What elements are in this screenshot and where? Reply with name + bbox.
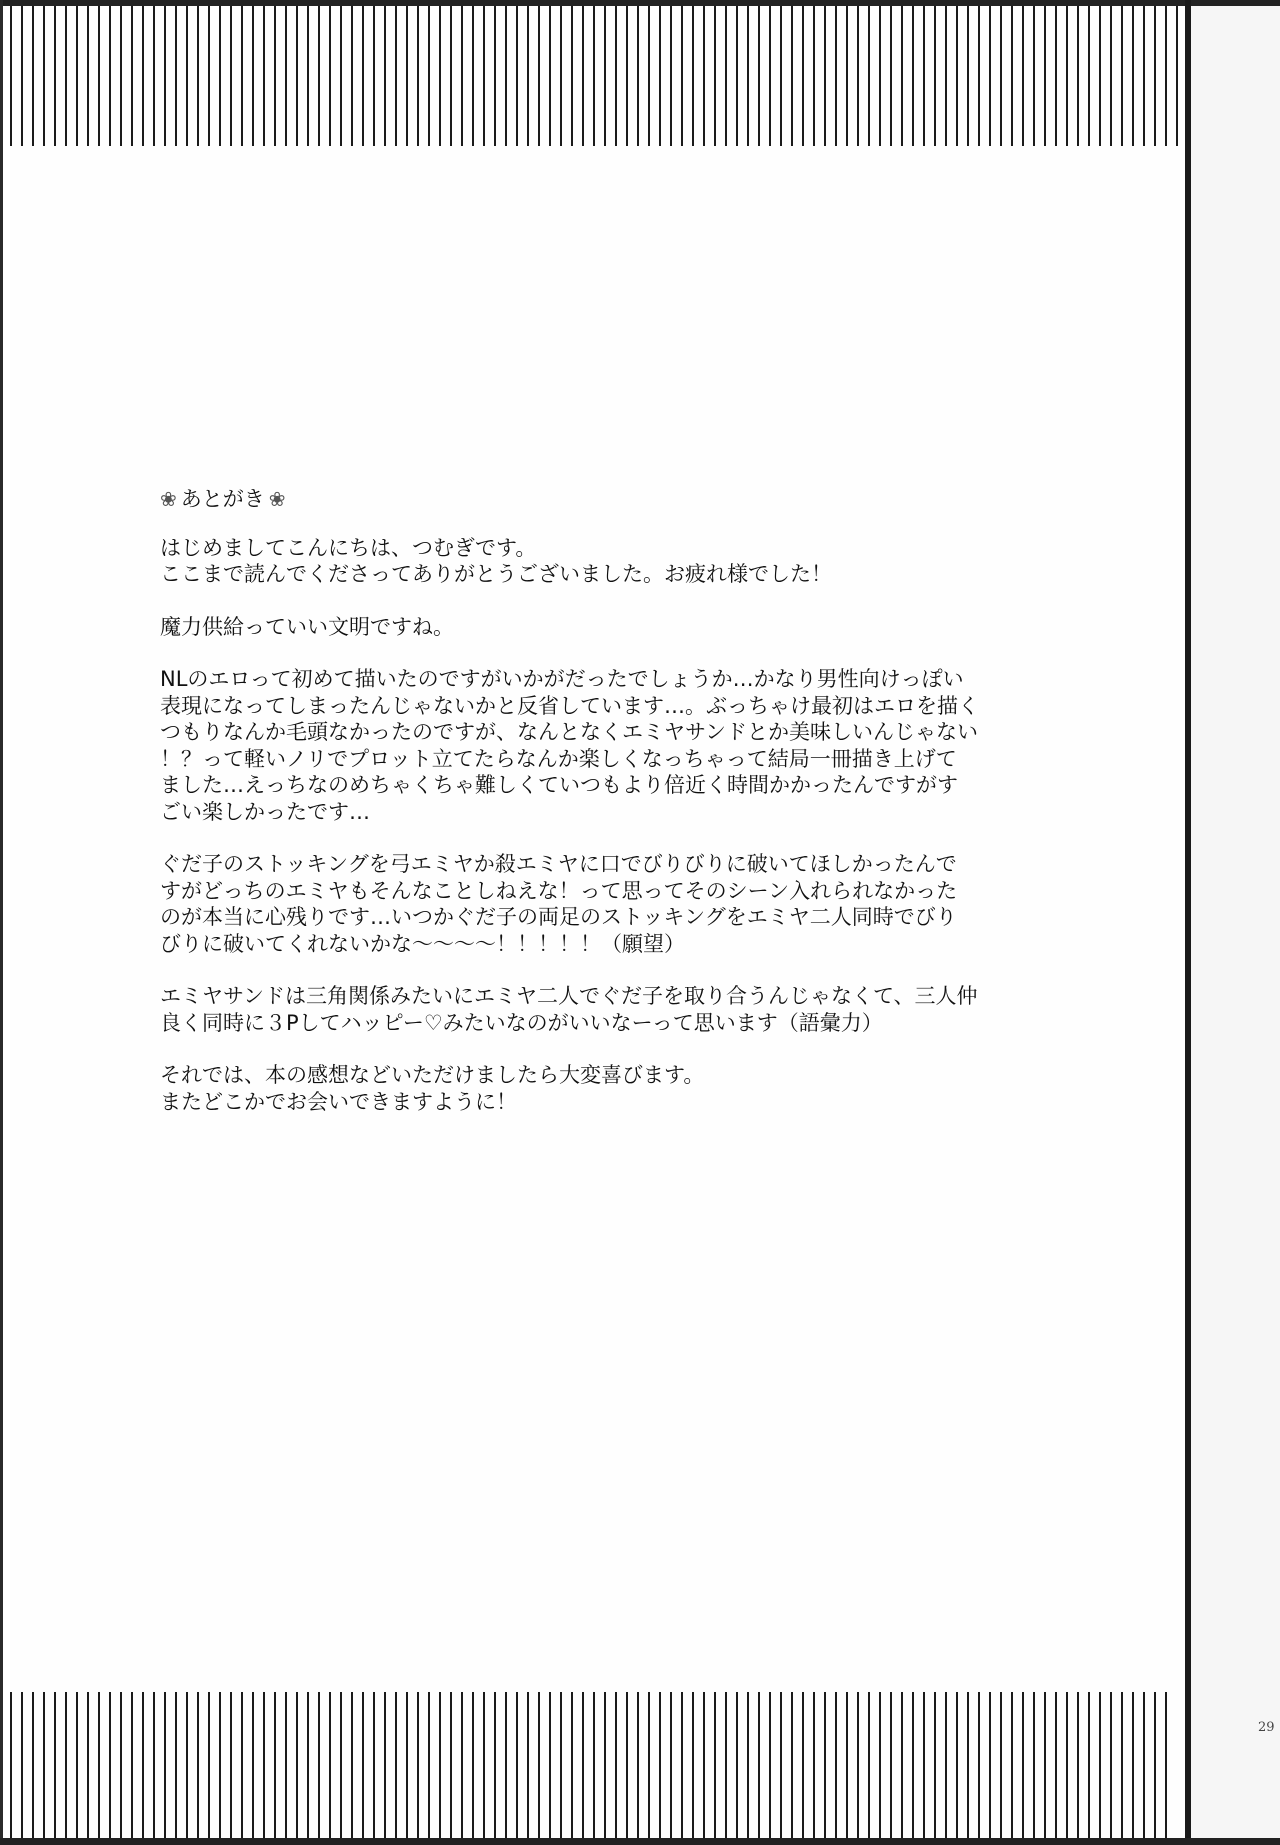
text-line: ました…えっちなのめちゃくちゃ難しくていつもより倍近く時間かかったんですがす	[160, 773, 958, 797]
right-frame-line	[1185, 0, 1191, 1845]
paragraph-greeting	[160, 535, 1040, 588]
paragraph-mana-supply	[160, 614, 1040, 641]
afterword-text-block	[160, 486, 1040, 1141]
text-line: びりに破いてくれないかな〜〜〜〜！！！！！（願望）	[160, 931, 685, 956]
text-line: 良く同時に３Pしてハッピー♡みたいなのがいいなーって思います（語彙力）	[160, 1010, 883, 1035]
afterword-heading-text: あとがき	[180, 487, 265, 511]
text-line: またどこかでお会いできますように！	[160, 1089, 517, 1114]
page-gutter	[1191, 0, 1280, 1845]
text-line: NLのエロって初めて描いたのですがいかがだったでしょうか…かなり男性向けっぽい	[160, 667, 964, 691]
text-line: のが本当に心残りです…いつかぐだ子の両足のストッキングをエミヤ二人同時でびり	[160, 905, 957, 929]
page-number: 29	[1258, 1720, 1275, 1735]
text-line: 表現になってしまったんじゃないかと反省しています…。ぶっちゃけ最初はエロを描く	[160, 693, 979, 718]
text-line: 魔力供給っていい文明ですね。	[160, 614, 454, 639]
text-line: ぐだ子のストッキングを弓エミヤか殺エミヤに口でびりびりに破いてほしかったんで	[160, 852, 957, 876]
text-line: ここまで読んでくださってありがとうございました。お疲れ様でした！	[160, 562, 832, 586]
text-line: それでは、本の感想などいただけましたら大変喜びます。	[160, 1063, 705, 1087]
text-line: つもりなんか毛頭なかったのですが、なんとなくエミヤサンドとか美味しいんじゃない	[160, 720, 978, 744]
flower-icon: ❀	[268, 487, 286, 511]
paragraph-first-nl	[160, 666, 1040, 825]
text-line: エミヤサンドは三角関係みたいにエミヤ二人でぐだ子を取り合うんじゃなくて、三人仲	[160, 984, 978, 1008]
bottom-stripe-border	[10, 1692, 1175, 1845]
left-edge-border	[0, 0, 3, 1845]
bottom-edge-border	[0, 1838, 1280, 1845]
flower-icon: ❀	[160, 487, 177, 511]
text-line: はじめましてこんにちは、つむぎです。	[160, 535, 537, 560]
afterword-heading	[160, 486, 1040, 513]
paragraph-stocking	[160, 851, 1040, 957]
paragraph-emiya-sandwich	[160, 983, 1040, 1036]
paragraph-closing	[160, 1062, 1040, 1115]
text-line: ！？って軽いノリでプロット立てたらなんか楽しくなっちゃって結局一冊描き上げて	[160, 746, 957, 771]
top-stripe-border	[10, 6, 1190, 146]
text-line: ごい楽しかったです…	[160, 799, 370, 824]
text-line: すがどっちのエミヤもそんなことしねえな！って思ってそのシーン入れられなかった	[160, 878, 958, 903]
